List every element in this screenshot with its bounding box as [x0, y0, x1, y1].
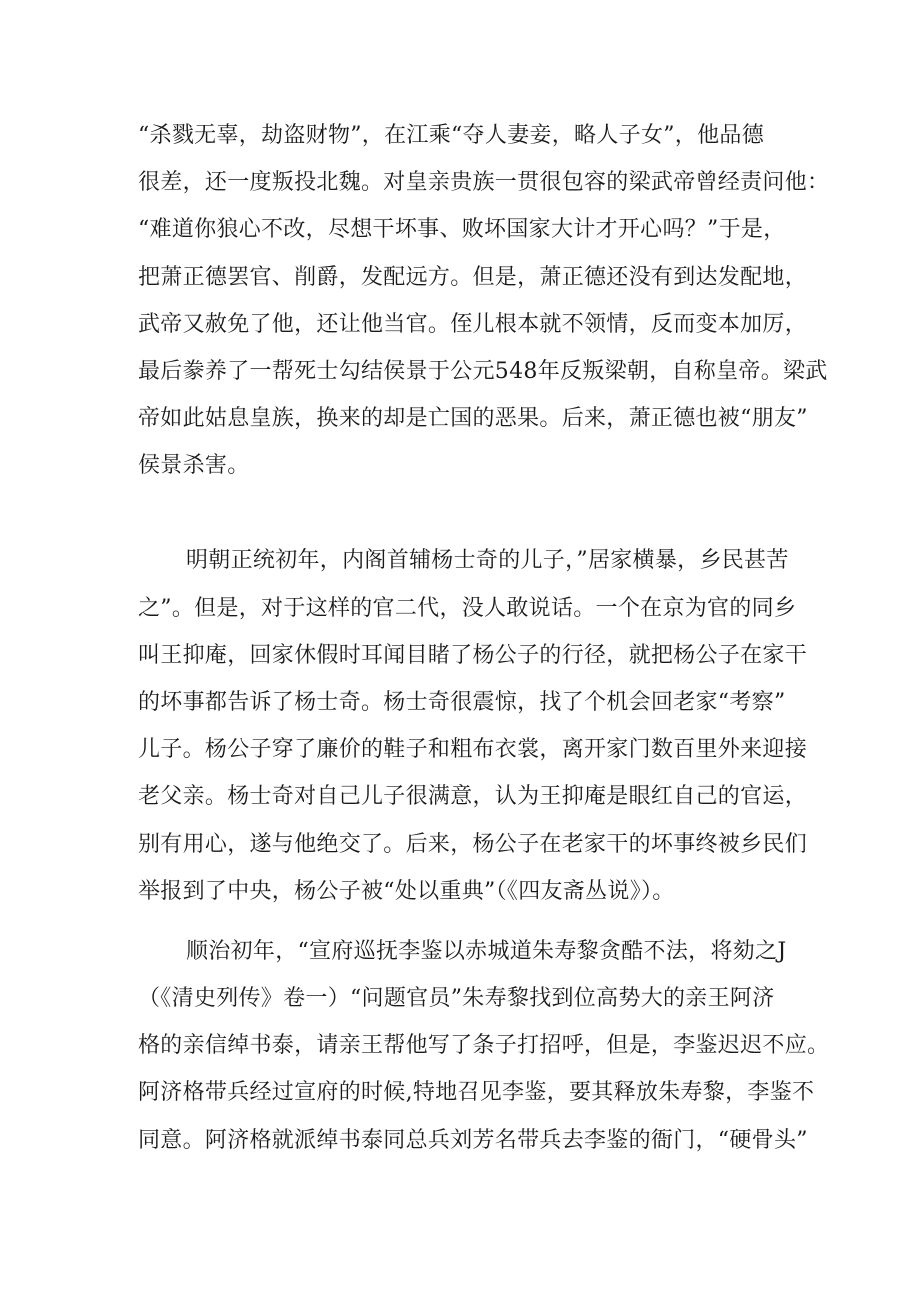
text-line: 别有用心，遂与他绝交了。后来，杨公子在老家干的坏事终被乡民们 [138, 832, 808, 857]
text-line: 很差，还一度叛投北魏。对皇亲贵族一贯很包容的梁武帝曾经责问他： [138, 170, 830, 195]
text-line: 武帝又赦免了他，还让他当官。侄儿根本就不领情，反而变本加厉， [138, 312, 808, 337]
text-line: 的坏事都告诉了杨士奇。杨士奇很震惊，找了个机会回老家“考察” [138, 690, 786, 715]
text-line: 叫王抑庵，回家休假时耳闻目睹了杨公子的行径，就把杨公子在家干 [138, 643, 808, 668]
text-line: “杀戮无辜，劫盗财物”，在江乘“夺人妻妾，略人子女”，他品德 [138, 123, 764, 148]
text-line: 之”。但是，对于这样的官二代，没人敢说话。一个在京为官的同乡 [138, 596, 797, 621]
text-line: （《清史列传》卷一）“问题官员”朱寿黎找到位高势大的亲王阿济 [138, 986, 775, 1011]
text-line: 侯景杀害。 [138, 453, 250, 478]
text-line: 同意。阿济格就派绰书泰同总兵刘芳名带兵去李鉴的衙门，“硬骨头” [138, 1128, 808, 1153]
text-line: 老父亲。杨士奇对自己儿子很满意，认为王抑庵是眼红自己的官运， [138, 784, 808, 809]
text-line: 格的亲信绰书泰，请亲王帮他写了条子打招呼，但是，李鉴迟迟不应。 [138, 1033, 830, 1058]
text-line: 阿济格带兵经过宣府的时候,特地召见李鉴，要其释放朱寿黎，李鉴不 [138, 1080, 815, 1105]
text-line: 明朝正统初年，内阁首辅杨士奇的儿子，”居家横暴，乡民甚苦 [186, 548, 789, 573]
text-line: 把萧正德罢官、削爵，发配远方。但是，萧正德还没有到达发配地， [138, 265, 808, 290]
text-line: 帝如此姑息皇族，换来的却是亡国的恶果。后来，萧正德也被“朋友” [138, 406, 808, 431]
text-line: 顺治初年，“宣府巡抚李鉴以赤城道朱寿黎贪酷不法，将劾之J [186, 939, 787, 964]
text-line: 最后豢养了一帮死士勾结侯景于公元548年反叛梁朝，自称皇帝。梁武 [138, 359, 828, 384]
text-line: “难道你狼心不改，尽想干坏事、败坏国家大计才开心吗？”于是， [138, 217, 786, 242]
text-line: 举报到了中央，杨公子被“处以重典”（《四友斋丛说》）。 [138, 879, 675, 904]
text-line: 儿子。杨公子穿了廉价的鞋子和粗布衣裳，离开家门数百里外来迎接 [138, 737, 808, 762]
